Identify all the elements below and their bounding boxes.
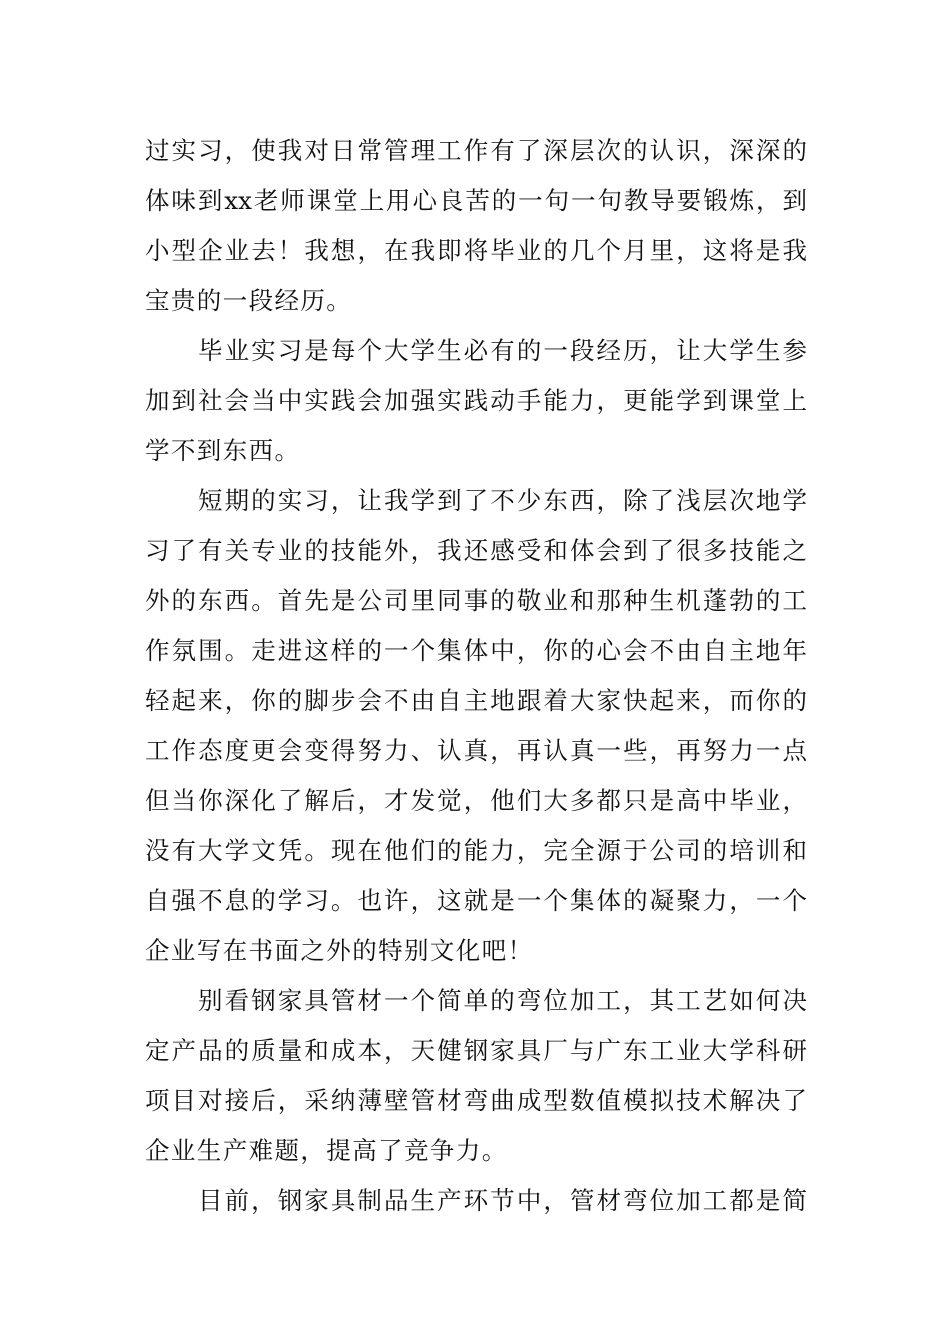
text-line: 加到社会当中实践会加强实践动手能力，更能学到课堂上 (145, 386, 807, 415)
text-line: 别看钢家具管材一个简单的弯位加工，其工艺如何决 (198, 986, 807, 1015)
text-line: 轻起来，你的脚步会不由自主地跟着大家快起来，而你的 (145, 686, 807, 715)
text-line: 目前，钢家具制品生产环节中，管材弯位加工都是简 (198, 1186, 807, 1215)
text-line: 自强不息的学习。也许，这就是一个集体的凝聚力，一个 (145, 886, 807, 915)
text-line: 项目对接后，采纳薄壁管材弯曲成型数值模拟技术解决了 (145, 1086, 807, 1115)
text-line: 学不到东西。 (145, 436, 301, 465)
text-line: 过实习，使我对日常管理工作有了深层次的认识，深深的 (145, 136, 807, 165)
text-line: 宝贵的一段经历。 (145, 286, 353, 315)
text-line: 企业生产难题，提高了竞争力。 (145, 1136, 508, 1165)
text-line: 定产品的质量和成本，天健钢家具厂与广东工业大学科研 (145, 1036, 807, 1065)
text-line: 习了有关专业的技能外，我还感受和体会到了很多技能之 (145, 536, 807, 565)
text-line: 毕业实习是每个大学生必有的一段经历，让大学生参 (198, 336, 807, 365)
text-line: 企业写在书面之外的特别文化吧！ (145, 936, 534, 965)
text-line: 外的东西。首先是公司里同事的敬业和那种生机蓬勃的工 (145, 586, 807, 615)
text-line: 体味到xx老师课堂上用心良苦的一句一句教导要锻炼，到 (145, 186, 807, 215)
text-line: 小型企业去！我想，在我即将毕业的几个月里，这将是我 (145, 236, 807, 265)
text-line: 但当你深化了解后，才发觉，他们大多都只是高中毕业， (145, 786, 807, 815)
text-line: 短期的实习，让我学到了不少东西，除了浅层次地学 (198, 486, 807, 515)
text-line: 没有大学文凭。现在他们的能力，完全源于公司的培训和 (145, 836, 807, 865)
text-line: 作氛围。走进这样的一个集体中，你的心会不由自主地年 (145, 636, 807, 665)
body-text (145, 126, 807, 1226)
text-line: 工作态度更会变得努力、认真，再认真一些，再努力一点 (145, 736, 807, 765)
